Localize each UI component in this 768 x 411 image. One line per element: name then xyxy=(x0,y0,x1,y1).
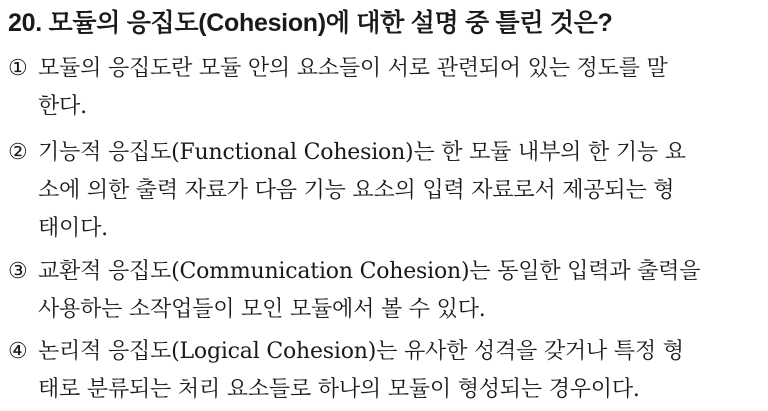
option-4 xyxy=(8,333,760,409)
option-1-line-2: 한다. xyxy=(38,94,87,119)
option-1-number: ① xyxy=(8,56,28,81)
option-3-line-2: 사용하는 소작업들이 모인 모듈에서 볼 수 있다. xyxy=(38,297,486,322)
question-title: 20. 모듈의 응집도(Cohesion)에 대한 설명 중 틀린 것은? xyxy=(8,9,613,37)
option-3-number: ③ xyxy=(8,259,28,284)
option-3-text-1: 교환적 응집도(Communication Cohesion)는 동일한 입력과 출력을 xyxy=(38,259,701,284)
option-4-text-1: 논리적 응집도(Logical Cohesion)는 유사한 성격을 갖거나 특정 형 xyxy=(38,339,684,364)
option-3 xyxy=(8,253,760,329)
option-2-line-2: 소에 의한 출력 자료가 다음 기능 요소의 입력 자료로서 제공되는 형 xyxy=(38,178,675,203)
option-2-text-1: 기능적 응집도(Functional Cohesion)는 한 모듈 내부의 한 기능 요 xyxy=(38,140,686,165)
option-4-number: ④ xyxy=(8,339,28,364)
option-4-line-2: 태로 분류되는 처리 요소들로 하나의 모듈이 형성되는 경우이다. xyxy=(38,377,640,402)
option-1 xyxy=(8,50,760,126)
option-2-line-1 xyxy=(8,134,760,172)
option-3-line-1 xyxy=(8,253,760,291)
option-2-line-3: 태이다. xyxy=(38,216,108,241)
option-2 xyxy=(8,134,760,248)
option-2-number: ② xyxy=(8,140,28,165)
option-1-text-1: 모듈의 응집도란 모듈 안의 요소들이 서로 관련되어 있는 정도를 말 xyxy=(38,56,668,81)
option-4-line-1 xyxy=(8,333,760,371)
option-1-line-1 xyxy=(8,50,760,88)
